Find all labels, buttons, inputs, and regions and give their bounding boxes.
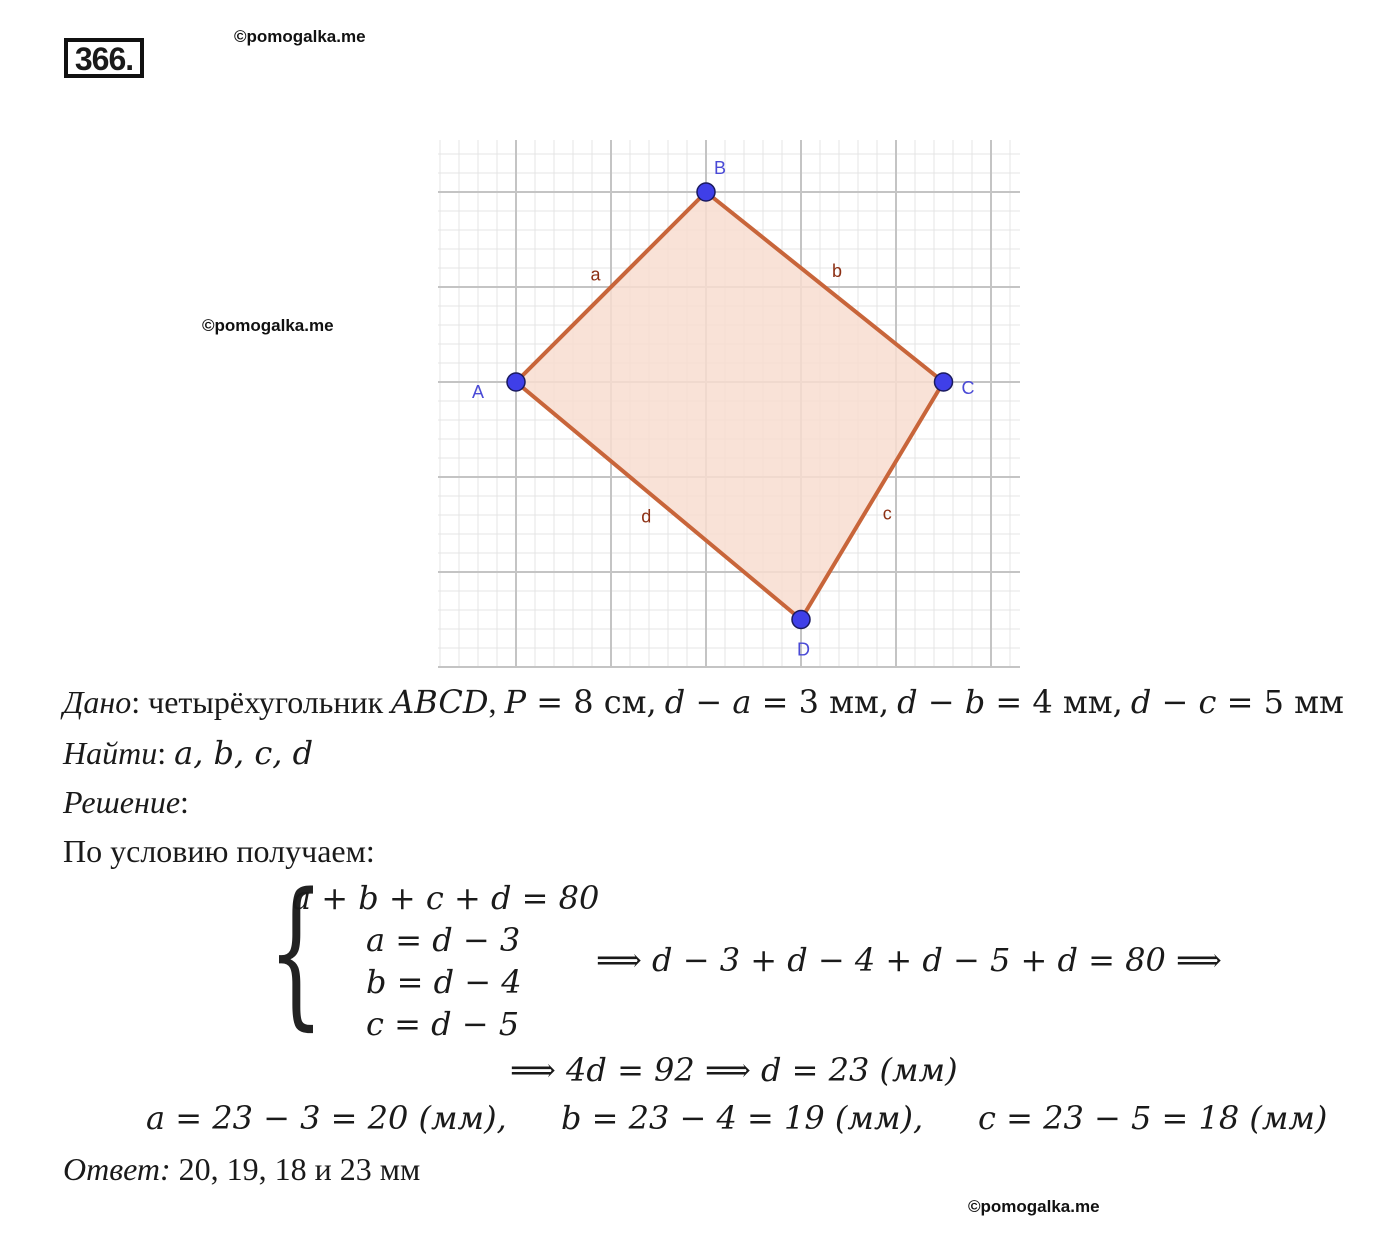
result-c: c = 23 − 5 = 18 (мм) [978,1099,1328,1137]
watermark-bottom: ©pomogalka.me [968,1197,1100,1216]
system-brace: { [268,858,324,1045]
given-text: четырёхугольник [148,684,384,720]
side-label-b: b [832,261,843,282]
given-cond-1: = 3 мм, [751,683,890,721]
watermark-middle: ©pomogalka.me [202,316,334,335]
system-eq-2: a = d − 3 [366,921,521,959]
vertex-label-d: D [797,639,810,660]
given-cond-3: = 5 мм [1216,683,1344,721]
result-b: b = 23 − 4 = 19 (мм), [561,1099,924,1137]
vertex-point-c [935,373,953,391]
solution-line: Решение: [63,784,189,820]
side-label-d: d [641,506,652,527]
result-a: a = 23 − 3 = 20 (мм), [146,1099,507,1137]
condition-text: По условию получаем: [63,833,375,869]
solution-label: Решение [63,784,181,820]
system-eq-3: b = d − 4 [366,963,522,1001]
system-eq-1: a + b + c + d = 80 [292,879,600,917]
answer-label: Ответ: [63,1151,171,1187]
find-vars: a, b, c, d [174,734,314,772]
vertex-point-d [792,611,810,629]
problem-number: 366. [64,38,144,78]
implication-2: ⟹ 4d = 92 ⟹ d = 23 (мм) [510,1051,958,1089]
find-label: Найти [63,735,158,771]
find-line: Найти: a, b, c, d [63,734,314,772]
given-abcd: ABCD [391,683,489,721]
given-label: Дано [63,684,132,720]
vertex-label-c: C [961,378,975,398]
given-cond-2: = 4 мм, [985,683,1123,721]
implication-1: ⟹ d − 3 + d − 4 + d − 5 + d = 80 ⟹ [596,941,1222,979]
given-perimeter: = 8 см, [526,683,657,721]
vertex-point-b [697,183,715,201]
system-eq-4: c = d − 5 [366,1005,520,1043]
side-label-c: c [882,503,892,524]
answer-text: 20, 19, 18 и 23 мм [178,1151,421,1187]
quadrilateral-abcd [516,192,944,620]
vertex-label-a: A [472,382,485,402]
answer-line [63,1151,420,1187]
side-label-a: a [590,264,601,285]
watermark-top: ©pomogalka.me [234,27,366,46]
vertex-label-b: B [714,158,727,178]
given-line: Дано: четырёхугольник ABCD, P = 8 см, d − a = 3 мм, d − b = 4 мм, d − c = 5 мм [63,683,1344,721]
vertex-point-a [507,373,525,391]
